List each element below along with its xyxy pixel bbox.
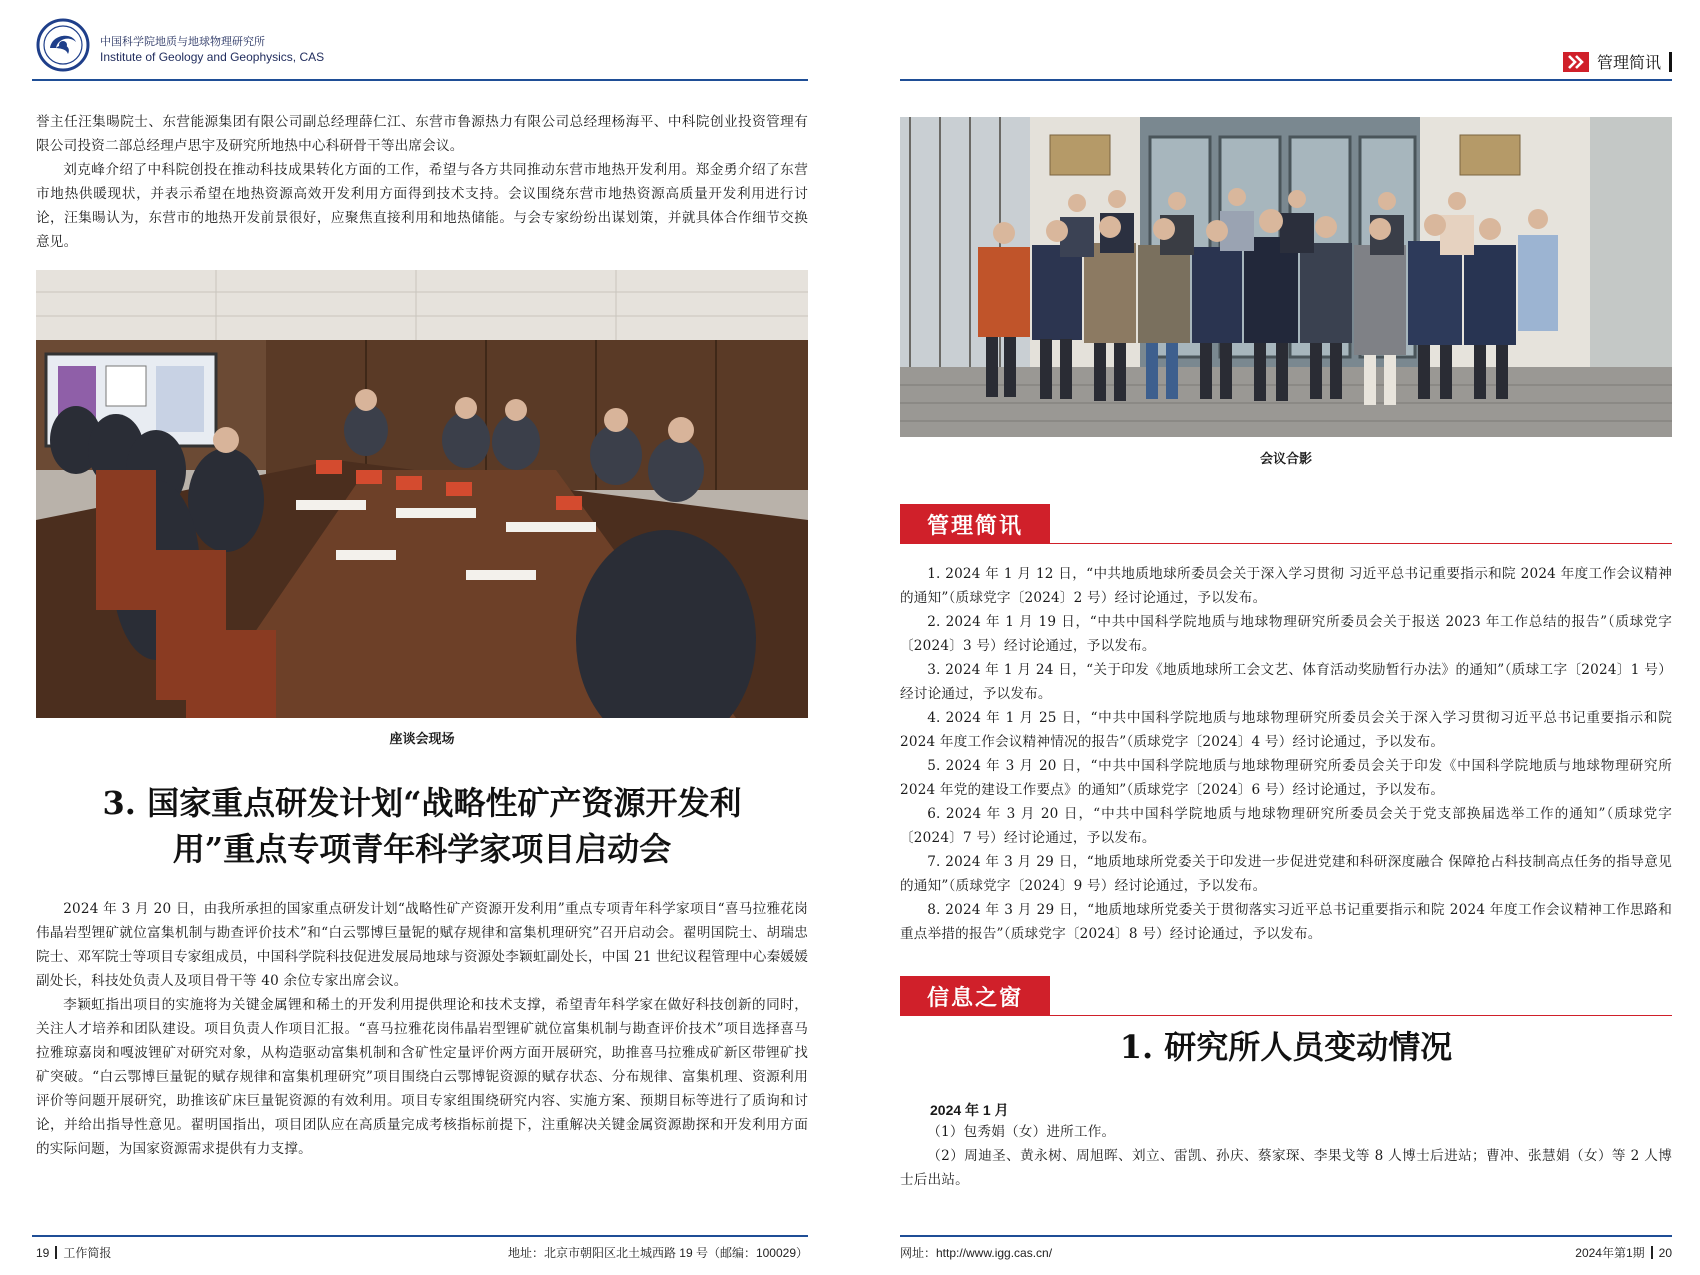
footer-website: 网址：http://www.igg.cas.cn/ <box>900 1246 1053 1260</box>
group-photo <box>900 117 1672 437</box>
footer-divider <box>55 1246 57 1259</box>
group-photo-caption: 会议合影 <box>1259 452 1312 467</box>
page-number: 19 <box>36 1245 50 1260</box>
footer-divider <box>1651 1246 1653 1259</box>
header-org-cn: 中国科学院地质与地球物理研究所 <box>100 35 265 48</box>
footer-rule <box>900 1235 1672 1237</box>
footer-address: 地址：北京市朝阳区北土城西路 19 号（邮编：100029） <box>507 1246 808 1260</box>
personnel-item: （2）周迪圣、黄永树、周旭晖、刘立、雷凯、孙庆、蔡家琛、李果戈等 8 人博士后进站；曹冲、张慧娟（女）等 2 人博士后出站。 <box>900 1148 1672 1188</box>
article-title <box>36 780 808 872</box>
intro-paragraph: 誉主任汪集暘院士、东营能源集团有限公司副总经理薛仁江、东营市鲁源热力有限公司总经理杨海平、中科院创业投资管理有限公司投资二部总经理卢思宇及研究所地热中心科研骨干等出席会议。 <box>36 114 808 154</box>
article-body <box>36 897 808 1161</box>
personnel-changes-list <box>900 1120 1672 1192</box>
personnel-item: （1）包秀娟（女）进所工作。 <box>927 1124 1116 1140</box>
meeting-photo-caption: 座谈会现场 <box>389 732 455 747</box>
info-section-title: 1. 研究所人员变动情况 <box>1119 1028 1453 1066</box>
article-paragraph: 李颖虹指出项目的实施将为关键金属锂和稀土的开发利用提供理论和技术支撑，希望青年科学家在做好科技创新的同时，关注人才培养和团队建设。项目负责人作项目汇报。“喜马拉雅花岗伟晶岩型锂矿就位富集机制与勘查评价技术”项目选择喜马拉雅琼嘉岗和嘎波锂矿对研究对象，从构造驱动富集机制和含矿性定量评价两方面开展研究，助推喜马拉雅成矿新区带锂矿找矿突破。“白云鄂博巨量铌的赋存规律和富集机理研究”项目围绕白云鄂博铌资源的赋存状态、分布规律、富集机理、资源利用评价等问题开展研究，助推该矿床巨量铌资源的有效利用。项目专家组围绕研究内容、实施方案、预期目标等进行了质询和讨论，并给出指导性意见。翟明国指出，项目团队应在高质量完成考核指标前提下，注重解决关键金属资源勘探和开发利用方面的实际问题，为国家资源需求提供有力支撑。 <box>36 997 808 1157</box>
section-banner-management: 管理简讯 <box>900 504 1050 544</box>
intro-text <box>36 110 808 254</box>
news-item: 2. 2024 年 1 月 19 日，“中共中国科学院地质与地球物理研究所委员会关于报送 2023 年工作总结的报告”（质球党字〔2024〕3 号）经讨论通过，予以发布。 <box>900 614 1672 654</box>
news-item: 6. 2024 年 3 月 20 日，“中共中国科学院地质与地球物理研究所委员会关于党支部换届选举工作的通知”（质球党字〔2024〕7 号）经讨论通过，予以发布。 <box>900 806 1672 846</box>
institute-logo-icon <box>36 18 90 72</box>
footer-right <box>1575 1244 1672 1261</box>
double-chevron-icon <box>1563 52 1589 72</box>
header-section-label: 管理简讯 <box>1596 53 1661 72</box>
right-page <box>850 0 1700 1275</box>
intro-paragraph: 刘克峰介绍了中科院创投在推动科技成果转化方面的工作，希望与各方共同推动东营市地热开发利用。郑金勇介绍了东营市地热供暖现状，并表示希望在地热资源高效开发利用方面得到技术支持。会议围绕东营市地热资源高质量开发利用进行讨论，汪集暘认为，东营市的地热开发前景很好，应聚焦直接利用和地热储能。与会专家纷纷出谋划策，并就具体合作细节交换意见。 <box>36 162 808 250</box>
news-item: 5. 2024 年 3 月 20 日，“中共中国科学院地质与地球物理研究所委员会关于印发《中国科学院地质与地球物理研究所 2024 年党的建设工作要点》的通知”（质球党字〔2024〕6 号）经讨论通过，予以发布。 <box>900 758 1672 798</box>
footer-left <box>36 1244 111 1261</box>
section-banner-rule <box>900 543 1672 544</box>
header-rule <box>32 79 808 81</box>
issue-label: 2024年第1期 <box>1575 1246 1645 1260</box>
news-item: 3. 2024 年 1 月 24 日，“关于印发《地质地球所工会文艺、体育活动奖励暂行办法》的通知”（质球工字〔2024〕1 号）经讨论通过，予以发布。 <box>900 662 1672 702</box>
header-bar <box>1669 52 1672 72</box>
section-banner-rule <box>900 1015 1672 1016</box>
header-section-tag <box>1563 50 1672 73</box>
header-rule <box>900 79 1672 81</box>
news-item: 1. 2024 年 1 月 12 日，“中共地质地球所委员会关于深入学习贯彻 习近平总书记重要指示和院 2024 年度工作会议精神的通知”（质球党字〔2024〕2 号）经讨论通过，予以发布。 <box>900 566 1672 606</box>
header-org-en: Institute of Geology and Geophysics, CAS <box>100 50 325 64</box>
article-title-line: 用”重点专项青年科学家项目启动会 <box>172 830 672 868</box>
news-item: 8. 2024 年 3 月 29 日，“地质地球所党委关于贯彻落实习近平总书记重要指示和院 2024 年度工作会议精神工作思路和重点举措的报告”（质球党字〔2024〕8 号）经讨论通过，予以发布。 <box>900 902 1672 942</box>
month-heading: 2024 年 1 月 <box>930 1102 1009 1118</box>
publication-name: 工作简报 <box>63 1246 112 1260</box>
footer-rule <box>32 1235 808 1237</box>
page-number: 20 <box>1658 1245 1672 1260</box>
meeting-photo <box>36 270 808 718</box>
news-item: 4. 2024 年 1 月 25 日，“中共中国科学院地质与地球物理研究所委员会关于深入学习贯彻习近平总书记重要指示和院 2024 年度工作会议精神情况的报告”（质球党字〔2024〕4 号）经讨论通过，予以发布。 <box>900 710 1672 750</box>
management-news-list <box>900 562 1672 946</box>
section-banner-info: 信息之窗 <box>900 976 1050 1016</box>
article-title-line: 3. 国家重点研发计划“战略性矿产资源开发利 <box>102 784 742 822</box>
news-item: 7. 2024 年 3 月 29 日，“地质地球所党委关于印发进一步促进党建和科研深度融合 保障抢占科技制高点任务的指导意见的通知”（质球党字〔2024〕9 号）经讨论通过，予以发布。 <box>900 854 1672 894</box>
article-paragraph: 2024 年 3 月 20 日，由我所承担的国家重点研发计划“战略性矿产资源开发利用”重点专项青年科学家项目“喜马拉雅花岗伟晶岩型锂矿就位富集机制与勘查评价技术”和“白云鄂博巨量铌的赋存规律和富集机理研究”召开启动会。翟明国院士、胡瑞忠院士、邓军院士等项目专家组成员，中国科学院科技促进发展局地球与资源处李颖虹副处长，中国 21 世纪议程管理中心秦媛媛副处长，科技处负责人及项目骨干等 40 余位专家出席会议。 <box>36 901 808 989</box>
